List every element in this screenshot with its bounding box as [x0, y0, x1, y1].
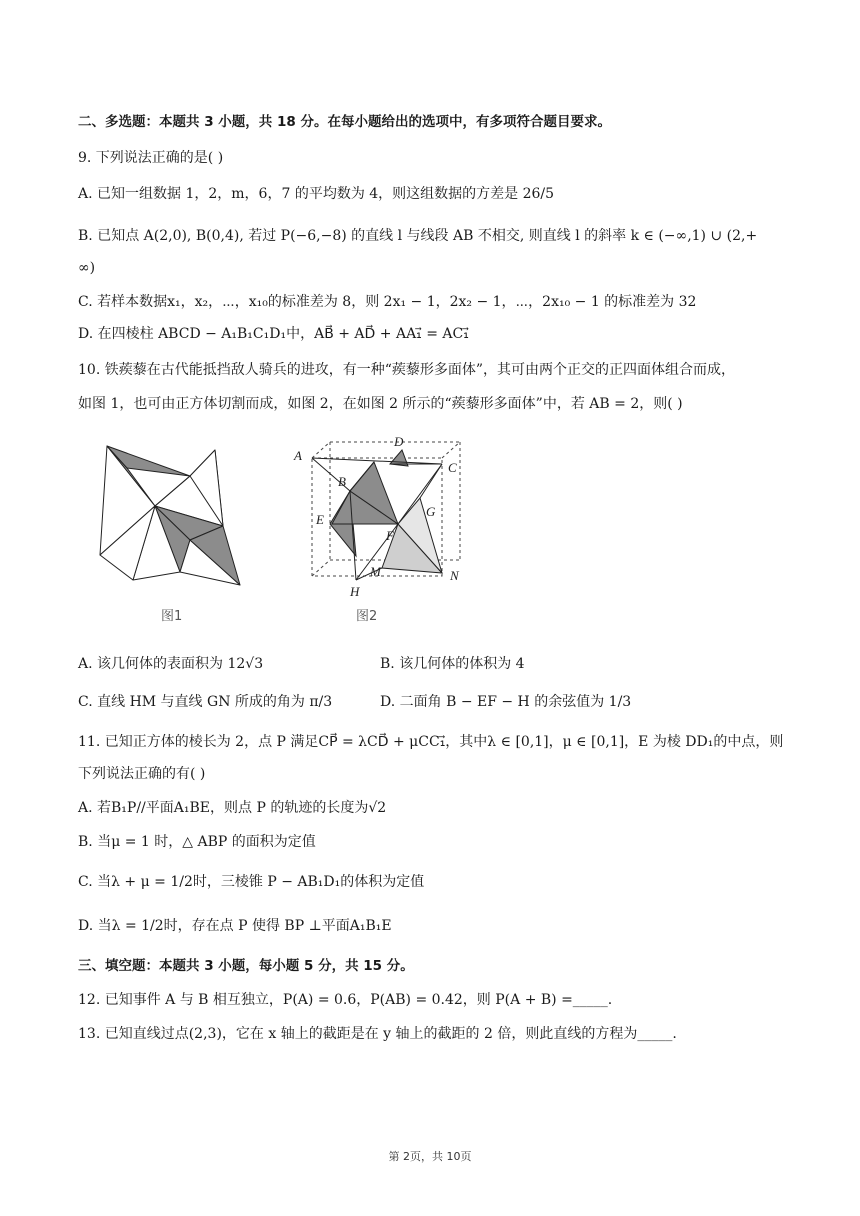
- fig2-label-a: A: [294, 448, 302, 463]
- fig2-label-m: M: [370, 564, 381, 579]
- q9-option-a: A. 已知一组数据 1，2，m，6，7 的平均数为 4，则这组数据的方差是 26/5: [78, 186, 555, 202]
- q11-option-d: D. 当λ = 1/2时，存在点 P 使得 BP ⊥平面A₁B₁E: [78, 918, 392, 934]
- fig2-label-d: D: [394, 434, 404, 449]
- fig2-label-c: C: [448, 460, 457, 475]
- q10-stem-line2: 如图 1，也可由正方体切割而成，如图 2，在如图 2 所示的“蒺藜形多面体”中，若 AB = 2，则( ): [78, 396, 683, 412]
- q9-option-b-line1: B. 已知点 A(2,0), B(0,4), 若过 P(−6,−8) 的直线 l 与线段 AB 不相交, 则直线 l 的斜率 k ∈ (−∞,1) ∪ (2,+: [78, 228, 758, 244]
- q11-option-b: B. 当μ = 1 时，△ ABP 的面积为定值: [78, 834, 316, 850]
- q13: 13. 已知直线过点(2,3)，它在 x 轴上的截距是在 y 轴上的截距的 2 倍，则此直线的方程为_____.: [78, 1026, 677, 1042]
- q10-option-d: D. 二面角 B − EF − H 的余弦值为 1/3: [380, 694, 632, 710]
- q9-stem: 9. 下列说法正确的是( ): [78, 150, 224, 166]
- section3-heading: 三、填空题：本题共 3 小题，每小题 5 分，共 15 分。: [78, 958, 414, 974]
- q11-option-a: A. 若B₁P//平面A₁BE，则点 P 的轨迹的长度为√2: [78, 800, 387, 816]
- q9-option-b-line2: ∞): [78, 260, 96, 276]
- q9-option-c: C. 若样本数据x₁，x₂，⋯，x₁₀的标准差为 8，则 2x₁ − 1，2x₂ − 1，⋯，2x₁₀ − 1 的标准差为 32: [78, 294, 697, 310]
- figure-1-caption: 图1: [161, 609, 183, 624]
- q11-stem-line2: 下列说法正确的有( ): [78, 766, 206, 782]
- page-footer: 第 2页，共 10页: [388, 1150, 472, 1163]
- q9-option-d: D. 在四棱柱 ABCD − A₁B₁C₁D₁中，AB⃗ + AD⃗ + AA₁⃗ = AC₁⃗: [78, 326, 469, 342]
- figure-2-caption: 图2: [356, 609, 378, 624]
- q10-option-a: A. 该几何体的表面积为 12√3: [78, 656, 264, 672]
- fig2-label-f: F: [386, 528, 394, 543]
- q10-option-c: C. 直线 HM 与直线 GN 所成的角为 π/3: [78, 694, 333, 710]
- fig2-label-b: B: [338, 474, 346, 489]
- fig2-label-h: H: [350, 584, 360, 599]
- q12: 12. 已知事件 A 与 B 相互独立，P(A) = 0.6，P(AB) = 0.42，则 P(A + B) =_____.: [78, 992, 613, 1008]
- q10-option-b: B. 该几何体的体积为 4: [380, 656, 525, 672]
- q10-stem-line1: 10. 铁蒺藜在古代能抵挡敌人骑兵的进攻，有一种“蒺藜形多面体”，其可由两个正交的正四面体组合而成，: [78, 362, 736, 378]
- q11-stem-line1: 11. 已知正方体的棱长为 2，点 P 满足CP⃗ = λCD⃗ + μCC₁⃗，其中λ ∈ [0,1]，μ ∈ [0,1]，E 为棱 DD₁的中点，则: [78, 734, 784, 750]
- fig2-label-n: N: [450, 568, 459, 583]
- q11-option-c: C. 当λ + μ = 1/2时，三棱锥 P − AB₁D₁的体积为定值: [78, 874, 425, 890]
- figure-2-cube-caltrop: [290, 428, 470, 600]
- figure-1-caltrop: [95, 440, 245, 590]
- fig2-label-e: E: [316, 512, 324, 527]
- section2-heading: 二、多选题：本题共 3 小题，共 18 分。在每小题给出的选项中，有多项符合题目要求。: [78, 114, 611, 130]
- fig2-label-g: G: [426, 504, 436, 519]
